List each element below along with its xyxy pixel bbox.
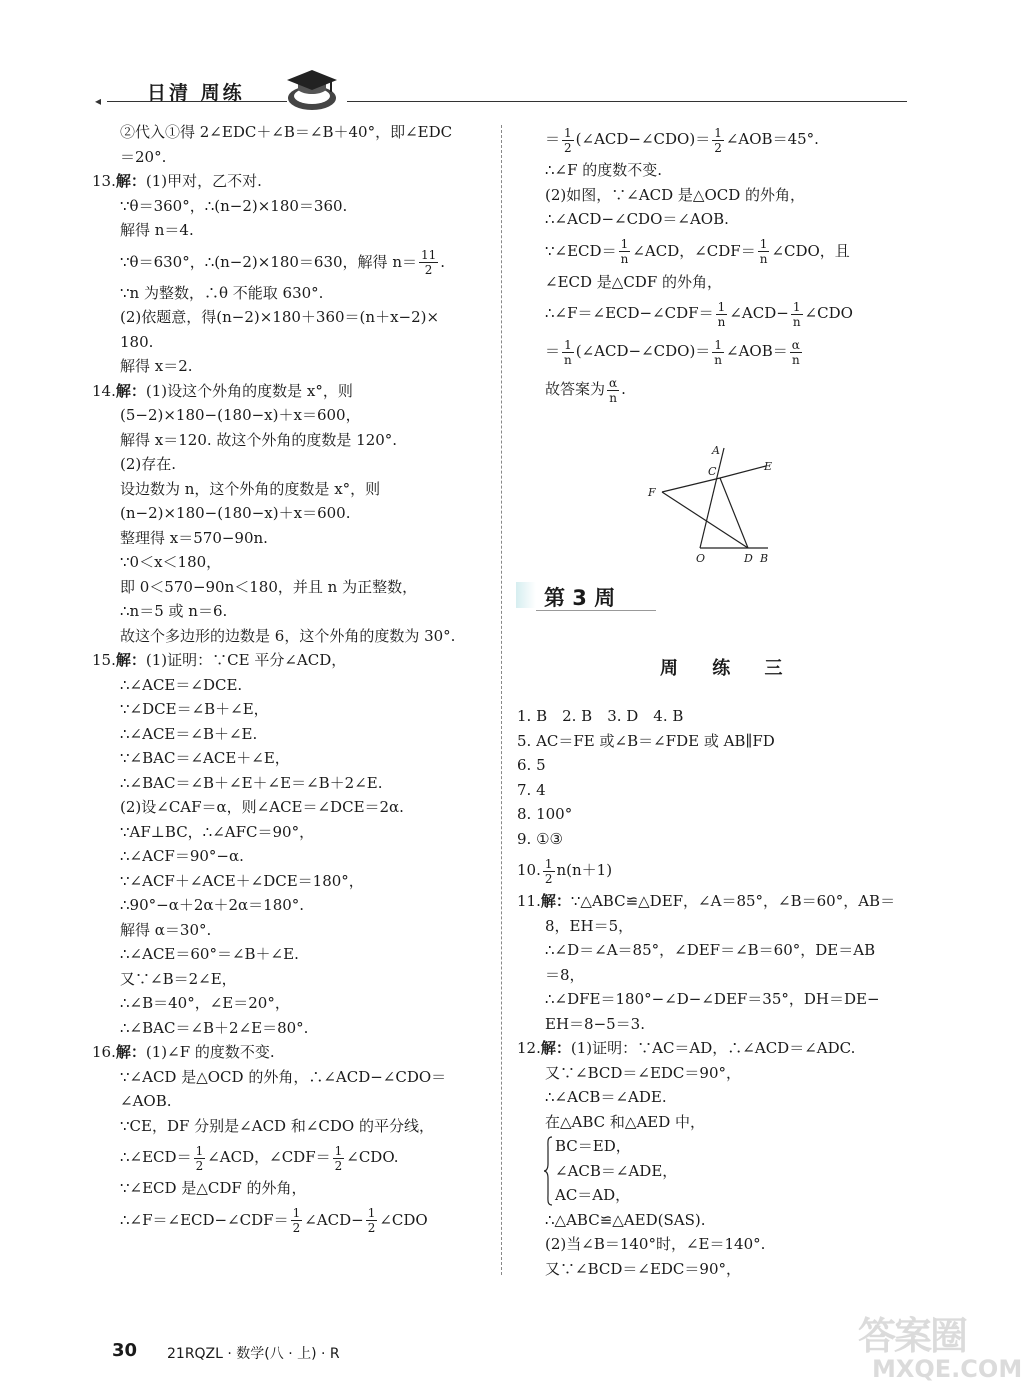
text-segment: ∵θ＝630°，∴(n−2)×180＝630，解得 n＝ (120, 252, 417, 271)
text-line: (2)设∠CAF＝α，则∠ACE＝∠DCE＝2α. (120, 798, 404, 816)
problem-number: 11. (517, 892, 541, 910)
text-segment: ∠CDO (379, 1210, 428, 1229)
numerator: 1 (758, 237, 770, 252)
fraction (543, 857, 555, 886)
numerator: 1 (292, 1206, 301, 1220)
text-line (517, 370, 917, 408)
fraction (716, 300, 728, 329)
text-segment: ∠ACD− (304, 1210, 364, 1229)
text-segment: ∴∠F＝∠ECD−∠CDF＝ (120, 1210, 289, 1229)
denominator: 2 (424, 263, 433, 277)
fraction (366, 1206, 378, 1235)
text-line: (n−2)×180−(180−x)＋x＝600. (120, 504, 351, 522)
header-rule-right (347, 101, 907, 102)
graduation-cap-icon (281, 68, 343, 112)
ray-oa (700, 448, 724, 548)
problem-number: 12. (517, 1039, 541, 1057)
text-segment: ∴∠ECD＝ (120, 1148, 192, 1166)
text-line: (2)如图，∵∠ACD 是△OCD 的外角， (545, 185, 806, 204)
arrow-icon: ◂ (95, 94, 102, 108)
text-line: 故这个多边形的边数是 6，这个外角的度数为 30°. (120, 626, 456, 645)
problem-14-heading (92, 379, 492, 404)
text-segment: (∠ACD−∠CDO)＝ (575, 130, 711, 148)
answer-line: BC＝ED， (555, 1137, 631, 1155)
text-line: ∴90°−α＋2α＋2α＝180°. (120, 896, 305, 914)
text-segment: ∠AOB＝45°. (725, 130, 819, 148)
fraction (607, 376, 619, 405)
denominator: n (792, 314, 801, 329)
text-line (517, 294, 917, 332)
denominator: n (609, 390, 617, 405)
numerator: 1 (714, 125, 722, 140)
label-c: C (708, 465, 717, 478)
text-line: 解得 α＝30°. (120, 920, 212, 939)
book-code: 21RQZL · 数学(八 · 上) · R (167, 1346, 340, 1362)
text-segment: ＝ (545, 130, 561, 148)
text-segment: ∠CDO，且 (771, 241, 850, 260)
fraction (562, 126, 574, 155)
text-line (517, 232, 917, 270)
text-segment: (∠ACD−∠CDO)＝ (575, 342, 711, 360)
text-line: ∵∠ECD 是△CDF 的外角， (120, 1179, 307, 1197)
numerator: α (791, 337, 800, 352)
problem-13-heading (92, 169, 492, 194)
problem-number: 15. (92, 651, 116, 669)
text-line: (1)设这个外角的度数是 x°，则 (145, 381, 353, 400)
text-segment: ∵∠ECD＝ (545, 241, 617, 260)
problem-number: 13. (92, 172, 116, 190)
label-e: E (764, 460, 773, 473)
text-line: 解得 x＝120. 故这个外角的度数是 120°. (120, 430, 398, 449)
column-divider (501, 125, 502, 1275)
text-line: ∴∠ACE＝∠B＋∠E. (120, 724, 258, 743)
geometry-figure (640, 440, 790, 570)
denominator: 2 (564, 140, 572, 155)
answer-line: ∴∠DFE＝180°−∠D−∠DEF＝35°，DH＝DE− (545, 990, 880, 1008)
answer-line: (2)当∠B＝140°时，∠E＝140°. (545, 1235, 766, 1253)
text-line: ＝20°. (120, 147, 167, 166)
text-line: 又∵∠B＝2∠E， (120, 969, 237, 988)
answer-line: 7. 4 (517, 780, 546, 799)
numerator: 1 (562, 338, 574, 353)
denominator: 2 (195, 1158, 204, 1173)
text-line: ∵0＜x＜180， (120, 553, 222, 571)
text-segment: ∠ACD− (729, 304, 789, 322)
fraction (562, 338, 574, 367)
segment-cd (720, 478, 748, 548)
answer-line: 又∵∠BCD＝∠EDC＝90°， (545, 1063, 741, 1082)
week-heading-bar (516, 582, 536, 608)
answer-line (517, 851, 917, 889)
answer-line: 1. B 2. B 3. D 4. B (517, 707, 684, 725)
label-a: A (712, 444, 720, 457)
segment-ce (720, 466, 766, 478)
solution-label: 解： (115, 172, 146, 190)
text-line: ∴∠F 的度数不变. (545, 161, 663, 179)
answer-line: 在△ABC 和△AED 中， (545, 1112, 706, 1131)
numerator: 1 (564, 125, 572, 140)
text-line: (2)依题意，得(n−2)×180＋360＝(n＋x−2)× (120, 308, 440, 326)
answer-line: EH＝8−5＝3. (545, 1014, 645, 1033)
text-line: (1)甲对，乙不对. (145, 172, 262, 190)
text-line: 设边数为 n，这个外角的度数是 x°，则 (120, 479, 381, 498)
text-line: ∴∠ACE＝60°＝∠B＋∠E. (120, 945, 299, 963)
answer-line: AC＝AD， (555, 1186, 631, 1204)
solution-label: 解： (540, 892, 571, 910)
numerator: 1 (712, 338, 724, 353)
text-line: 整理得 x＝570−90n. (120, 528, 268, 547)
denominator: n (759, 252, 768, 266)
text-line: (2)存在. (120, 455, 177, 473)
text-line: ∠AOB. (120, 1092, 172, 1110)
numerator: 1 (544, 856, 553, 871)
fraction (194, 1144, 206, 1173)
fraction (291, 1206, 303, 1235)
text-line: 即 0＜570−90n＜180，并且 n 为正整数， (120, 577, 418, 596)
page-header (95, 68, 907, 112)
text-line: ∵∠BAC＝∠ACE＋∠E， (120, 749, 290, 767)
text-line: ∴n＝5 或 n＝6. (120, 602, 228, 620)
numerator: 1 (367, 1206, 376, 1220)
text-line: ∵∠DCE＝∠B＋∠E， (120, 700, 269, 718)
text-segment: ＝ (545, 342, 561, 360)
problem-number: 16. (92, 1043, 116, 1061)
answer-line: ∴△ABC≌△AED(SAS). (545, 1210, 706, 1229)
text-line: ∴∠ACE＝∠DCE. (120, 675, 243, 694)
text-line: (1)∠F 的度数不变. (145, 1043, 275, 1061)
text-line: (5−2)×180−(180−x)＋x＝600， (120, 406, 361, 424)
text-segment: ∠AOB＝ (726, 342, 788, 360)
right-column (517, 120, 917, 408)
header-title: 日清 周练 (147, 82, 245, 104)
denominator: 2 (334, 1158, 343, 1173)
solution-label: 解： (540, 1039, 571, 1057)
answer-line: 5. AC＝FE 或∠B＝∠FDE 或 AB∥FD (517, 731, 775, 750)
text-segment: ∴∠F＝∠ECD−∠CDF＝ (545, 304, 714, 322)
watermark-url: MXQE.COM (872, 1355, 1022, 1383)
text-segment: 故答案为 (545, 380, 606, 398)
label-b: B (760, 552, 769, 565)
text-line: ∵CE，DF 分别是∠ACD 和∠CDO 的平分线， (120, 1116, 434, 1135)
week-heading (516, 578, 646, 612)
denominator: 2 (367, 1221, 376, 1235)
label-o: O (696, 552, 706, 565)
text-line (92, 243, 492, 281)
text-segment: ∠ACD，∠CDF＝ (632, 241, 756, 260)
text-line: ∴∠ACD−∠CDO＝∠AOB. (545, 210, 729, 228)
numerator: 1 (791, 300, 803, 315)
answer-line: 又∵∠BCD＝∠EDC＝90°， (545, 1259, 741, 1278)
text-line: ∵AF⊥BC，∴∠AFC＝90°， (120, 822, 315, 841)
numerator: 1 (716, 300, 728, 315)
brace-system (517, 1134, 917, 1208)
fraction (333, 1144, 345, 1173)
answer-line: ＝8， (545, 965, 585, 984)
denominator: 2 (292, 1221, 301, 1235)
text-line: (1)证明：∵AC＝AD，∴∠ACD＝∠ADC. (570, 1039, 856, 1057)
page-footer (112, 1340, 340, 1362)
problem-number: 14. (92, 381, 116, 400)
text-line: ∵∠ACD 是△OCD 的外角，∴∠ACD−∠CDO＝ (120, 1067, 447, 1086)
text-line: ∴∠ACF＝90°−α. (120, 847, 244, 865)
label-f: F (648, 486, 656, 499)
numerator: 11 (420, 248, 437, 262)
problem-15-heading (92, 648, 492, 673)
section-title: 周 练 三 (660, 658, 797, 679)
text-segment: ∠CDO (804, 304, 853, 322)
answer-line: 6. 5 (517, 756, 546, 774)
text-line (92, 1201, 492, 1239)
watermark-text: 答案圈 (858, 1314, 967, 1358)
text-line: 180. (120, 332, 154, 351)
text-segment: . (440, 252, 446, 271)
text-line (517, 120, 917, 158)
week-label: 第 3 周 (544, 586, 616, 610)
problem-12-heading (517, 1036, 917, 1061)
denominator: n (714, 352, 723, 367)
text-line: ∵∠ACF＋∠ACE＋∠DCE＝180°， (120, 871, 364, 890)
solution-label: 解： (115, 1043, 146, 1061)
denominator: n (717, 314, 726, 329)
answer-line: 9. ①③ (517, 829, 563, 848)
text-line: ∠ECD 是△CDF 的外角， (545, 272, 723, 291)
text-line: 解得 x＝2. (120, 357, 193, 375)
segment-fc (662, 478, 720, 492)
text-segment: ∠CDO. (346, 1148, 399, 1166)
text-line: ∴∠BAC＝∠B＋∠E＋∠E＝∠B＋2∠E. (120, 773, 383, 792)
denominator: n (620, 252, 629, 266)
text-line (92, 1138, 492, 1176)
answer-line: 8. 100° (517, 805, 573, 823)
denominator: 2 (714, 140, 722, 155)
text-line: ②代入①得 2∠EDC＋∠B＝∠B＋40°，即∠EDC (120, 123, 453, 141)
label-d: D (744, 552, 753, 565)
numerator: α (609, 375, 618, 390)
denominator: n (564, 352, 572, 367)
segment-fd (662, 492, 748, 548)
answer-line: ∴∠D＝∠A＝85°，∠DEF＝∠B＝60°，DE＝AB (545, 941, 876, 959)
solution-label: 解： (115, 651, 146, 669)
watermark-logo (858, 1305, 1022, 1391)
numerator: 1 (195, 1143, 204, 1158)
fraction (712, 338, 724, 367)
fraction (758, 237, 770, 266)
answers-block (517, 704, 917, 1281)
fraction (790, 338, 802, 367)
text-segment: . (621, 380, 626, 398)
text-line: 解得 n＝4. (120, 221, 194, 239)
text-line: ∴∠BAC＝∠B＋2∠E＝80°. (120, 1018, 309, 1037)
text-segment: 10. (517, 861, 541, 879)
problem-16-heading (92, 1040, 492, 1065)
text-line: ∵△ABC≌△DEF，∠A＝85°，∠B＝60°，AB＝ (570, 892, 896, 910)
week-heading-rule (536, 610, 656, 611)
problem-11-heading (517, 889, 917, 914)
fraction (791, 300, 803, 329)
text-segment: n(n＋1) (556, 861, 613, 879)
fraction (619, 237, 631, 266)
text-line: ∵n 为整数，∴θ 不能取 630°. (120, 283, 324, 302)
page-number: 30 (112, 1340, 138, 1361)
fraction (419, 248, 438, 277)
answer-line: ∠ACB＝∠ADE， (555, 1161, 678, 1180)
text-line (517, 332, 917, 370)
text-line: ∵θ＝360°，∴(n−2)×180＝360. (120, 196, 348, 215)
text-line: (1)证明：∵CE 平分∠ACD， (145, 651, 347, 669)
denominator: 2 (544, 871, 553, 886)
left-column (92, 120, 492, 1239)
text-segment: ∠ACD，∠CDF＝ (207, 1148, 331, 1166)
numerator: 1 (619, 237, 631, 252)
brace-icon (543, 1136, 553, 1206)
answer-line: 8，EH＝5， (545, 916, 634, 935)
text-line: ∴∠B＝40°，∠E＝20°， (120, 994, 290, 1012)
numerator: 1 (334, 1143, 343, 1158)
denominator: n (791, 352, 800, 367)
solution-label: 解： (115, 381, 146, 400)
answer-line: ∴∠ACB＝∠ADE. (545, 1088, 667, 1106)
fraction (712, 126, 724, 155)
